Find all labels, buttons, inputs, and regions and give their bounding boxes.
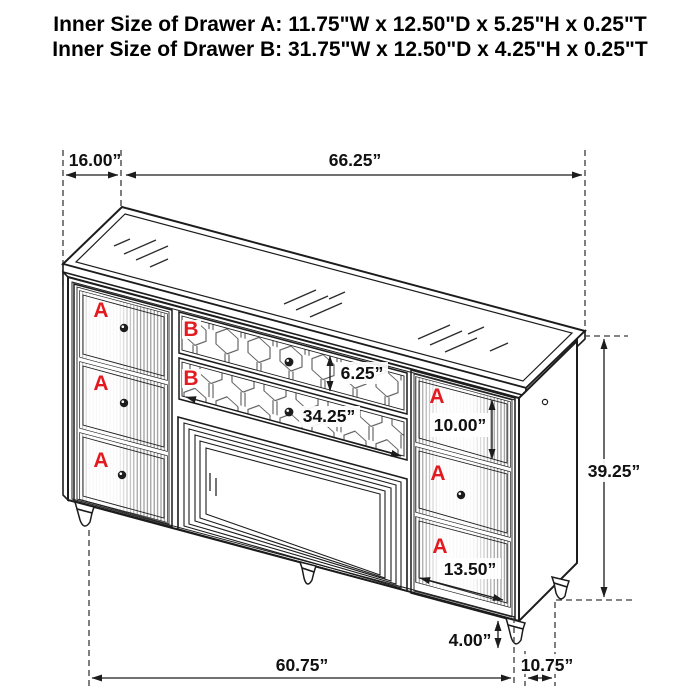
left-drawer-column xyxy=(74,284,172,527)
drawer-b-spec: Inner Size of Drawer B: 31.75"W x 12.50"D x 4.25"H x 0.25"T xyxy=(52,38,648,61)
drawer-a-label: A xyxy=(93,372,109,395)
dim-bottom-width xyxy=(92,655,511,678)
svg-text:10.00”: 10.00” xyxy=(433,415,487,435)
svg-text:4.00”: 4.00” xyxy=(448,630,492,650)
drawer-a-label: A xyxy=(430,462,446,485)
dim-top-depth: 16.00” xyxy=(68,150,122,170)
drawer-knob xyxy=(285,358,294,367)
drawer-knob xyxy=(285,408,294,417)
svg-text:39.25”: 39.25” xyxy=(587,461,641,481)
dim-bottom-depth xyxy=(518,654,577,678)
dim-leg-height xyxy=(449,621,498,650)
svg-text:13.50”: 13.50” xyxy=(443,559,497,579)
drawer-a-label: A xyxy=(429,385,445,408)
svg-text:10.75”: 10.75” xyxy=(520,655,574,675)
drawer-knob xyxy=(120,399,128,407)
front-left-leg xyxy=(75,502,94,526)
drawer-a-label: A xyxy=(93,449,109,472)
side-peg-hole xyxy=(542,399,547,404)
front-right-leg xyxy=(506,618,525,644)
drawer-knob xyxy=(120,324,128,332)
svg-text:60.75”: 60.75” xyxy=(275,655,329,675)
drawer-a-label: A xyxy=(93,299,109,322)
dim-top-width: 66.25” xyxy=(328,150,382,170)
drawer-knob xyxy=(118,471,126,479)
drawer-b-label: B xyxy=(183,367,199,390)
back-right-leg xyxy=(552,577,569,599)
right-drawer-column xyxy=(411,370,515,621)
drawer-knob xyxy=(457,491,465,499)
center-foot xyxy=(300,562,316,584)
svg-text:34.25”: 34.25” xyxy=(302,406,356,426)
drawer-b-label: B xyxy=(183,318,199,341)
drawer-a-spec: Inner Size of Drawer A: 11.75"W x 12.50"D x 5.25"H x 0.25"T xyxy=(53,13,647,36)
svg-text:6.25”: 6.25” xyxy=(340,363,384,383)
drawer-a-label: A xyxy=(432,535,448,558)
